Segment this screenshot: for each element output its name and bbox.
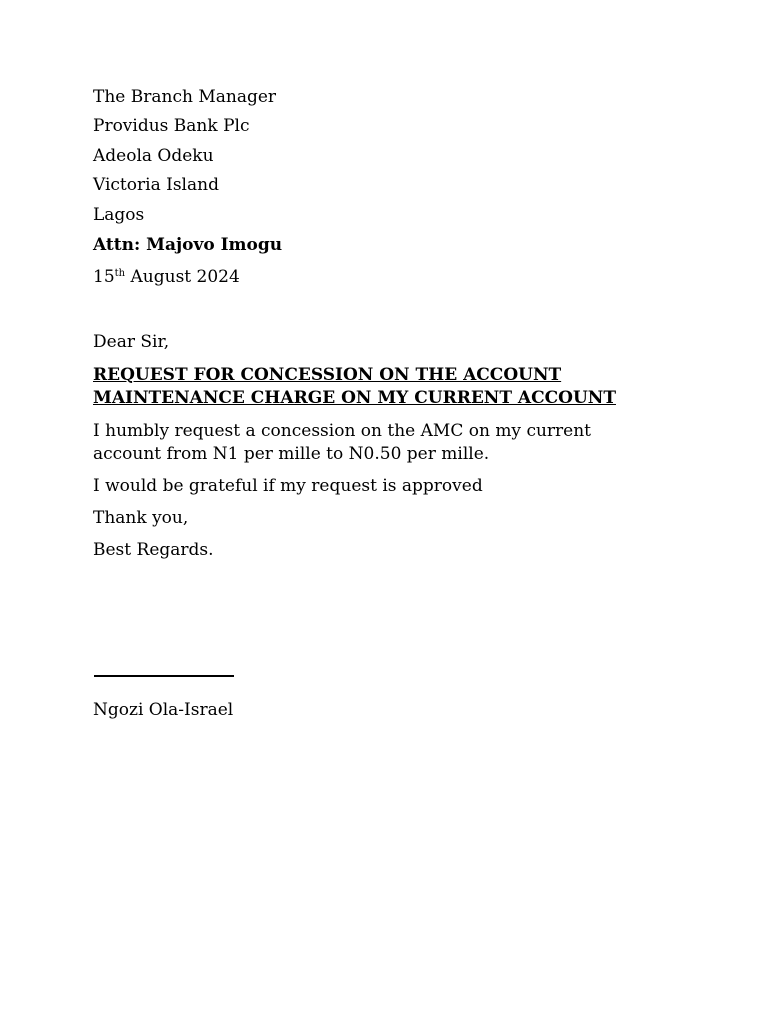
- signatory-name: Ngozi Ola-Israel: [93, 700, 234, 720]
- body-paragraph-2: I would be grateful if my request is approved: [93, 476, 483, 496]
- letter-date: [93, 266, 240, 288]
- signature-line: [94, 675, 234, 677]
- recipient-area: Victoria Island: [93, 175, 219, 195]
- subject-line-2: MAINTENANCE CHARGE ON MY CURRENT ACCOUNT: [93, 388, 616, 408]
- recipient-city: Lagos: [93, 205, 145, 225]
- recipient-title: The Branch Manager: [93, 87, 277, 107]
- date-rest: August 2024: [125, 267, 240, 287]
- body-line-2: account from N1 per mille to N0.50 per mille.: [93, 444, 490, 464]
- salutation: Dear Sir,: [93, 332, 170, 352]
- body-line-1: I humbly request a concession on the AMC on my current: [93, 421, 592, 441]
- closing-thanks: Thank you,: [93, 508, 189, 528]
- date-day: 15: [93, 267, 115, 287]
- date-suffix: th: [114, 268, 126, 279]
- subject-line-1: REQUEST FOR CONCESSION ON THE ACCOUNT: [93, 365, 562, 385]
- body-paragraph-1: [93, 420, 653, 466]
- recipient-bank: Providus Bank Plc: [93, 116, 250, 136]
- subject-heading: [93, 364, 673, 410]
- attention-line: Attn: Majovo Imogu: [93, 235, 283, 255]
- closing-regards: Best Regards.: [93, 540, 214, 560]
- recipient-street: Adeola Odeku: [93, 146, 214, 166]
